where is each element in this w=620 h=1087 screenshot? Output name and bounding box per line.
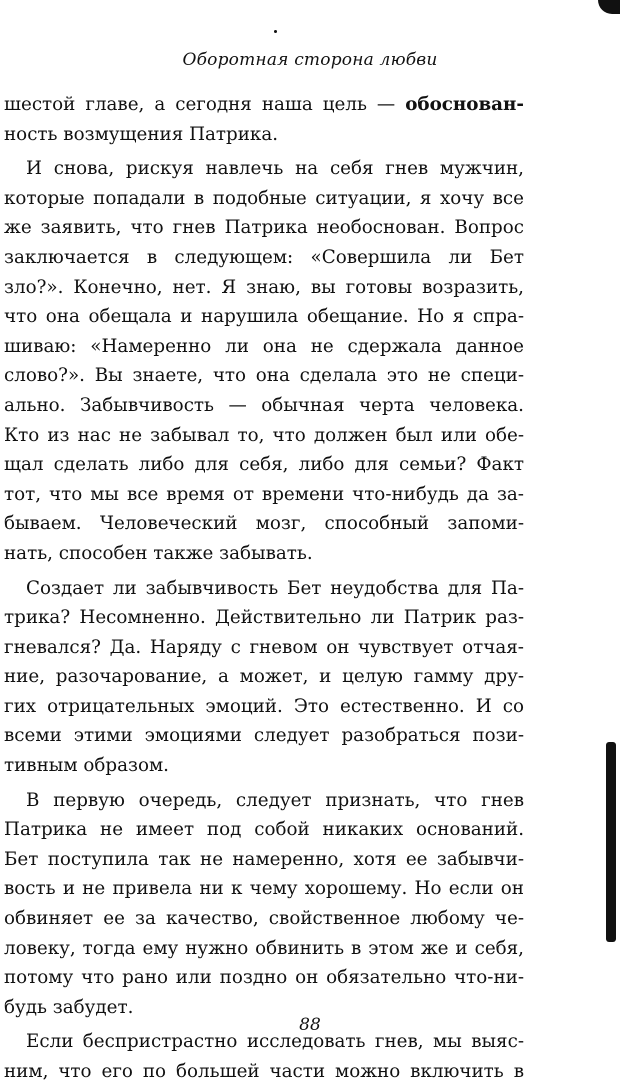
bold-text-run: обоснован- (405, 94, 524, 115)
text-line: бываем. Человеческий мозг, способный запоми- (4, 513, 524, 535)
text-line: ально. Забывчивость — обычная черта человека. (4, 394, 524, 416)
page-number: 88 (299, 1015, 321, 1035)
text-line: ним, что его по большей части можно включить в (4, 1061, 524, 1082)
text-line: тот, что мы все время от времени что-нибудь да за- (4, 483, 524, 505)
text-line: И снова, рискуя навлечь на себя гнев мужчин, (26, 158, 524, 180)
scan-dot (274, 30, 277, 33)
text-line: ловеку, тогда ему нужно обвинить в этом же и себя, (4, 937, 524, 959)
paragraph (4, 90, 524, 149)
text-line: ние, разочарование, а может, и целую гамму дру- (4, 666, 524, 688)
text-line: будь забудет. (4, 996, 134, 1018)
text-line: слово?». Вы знаете, что она сделала это не специ- (4, 365, 524, 387)
scan-edge-mark-top-right (598, 0, 620, 14)
running-head: Оборотная сторона любви (182, 50, 438, 70)
text-line: Если беспристрастно исследовать гнев, мы выяс- (26, 1031, 524, 1053)
text-line: ность возмущения Патрика. (4, 123, 279, 145)
paragraph (4, 574, 524, 781)
text-line: обвиняет ее за качество, свойственное любому че- (4, 908, 524, 930)
text-line: Кто из нас не забывал то, что должен был или обе- (4, 424, 524, 446)
text-line: Патрика не имеет под собой никаких оснований. (4, 819, 524, 841)
paragraph (4, 1027, 524, 1086)
text-line: Создает ли забывчивость Бет неудобства для Па- (26, 577, 524, 599)
text-line: гих отрицательных эмоций. Это естественно. И со (4, 695, 524, 717)
paragraph (4, 786, 524, 1023)
text-line: трика? Несомненно. Действительно ли Патрик раз- (4, 607, 524, 629)
text-line: зло?». Конечно, нет. Я знаю, вы готовы возразить, (4, 276, 524, 298)
text-line: Бет поступила так не намеренно, хотя ее забывчи- (4, 848, 524, 870)
text-line: В первую очередь, следует признать, что гнев (26, 789, 524, 811)
body-text (4, 90, 524, 1087)
text-line: шиваю: «Намеренно ли она не сдержала данное (4, 335, 524, 357)
text-line: тивным образом. (4, 755, 169, 777)
paragraph (4, 154, 524, 568)
text-line: гневался? Да. Наряду с гневом он чувствует отчая- (4, 636, 524, 658)
text-line: потому что рано или поздно он обязательно что-ни- (4, 967, 524, 989)
text-line (4, 90, 524, 120)
text-line: вость и не привела ни к чему хорошему. Но если он (4, 878, 524, 900)
text-line: щал сделать либо для себя, либо для семьи? Факт (4, 454, 524, 476)
text-line: что она обещала и нарушила обещание. Но я спра- (4, 306, 524, 328)
text-line: которые попадали в подобные ситуации, я хочу все (4, 187, 524, 209)
text-line: нать, способен также забывать. (4, 542, 313, 564)
text-run: шестой главе, а сегодня наша цель — (4, 94, 406, 115)
text-line: же заявить, что гнев Патрика необоснован. Вопрос (4, 217, 524, 239)
scan-edge-mark-right (606, 742, 616, 942)
text-line: всеми этими эмоциями следует разобраться пози- (4, 725, 524, 747)
text-line: заключается в следующем: «Совершила ли Бет (4, 246, 524, 268)
